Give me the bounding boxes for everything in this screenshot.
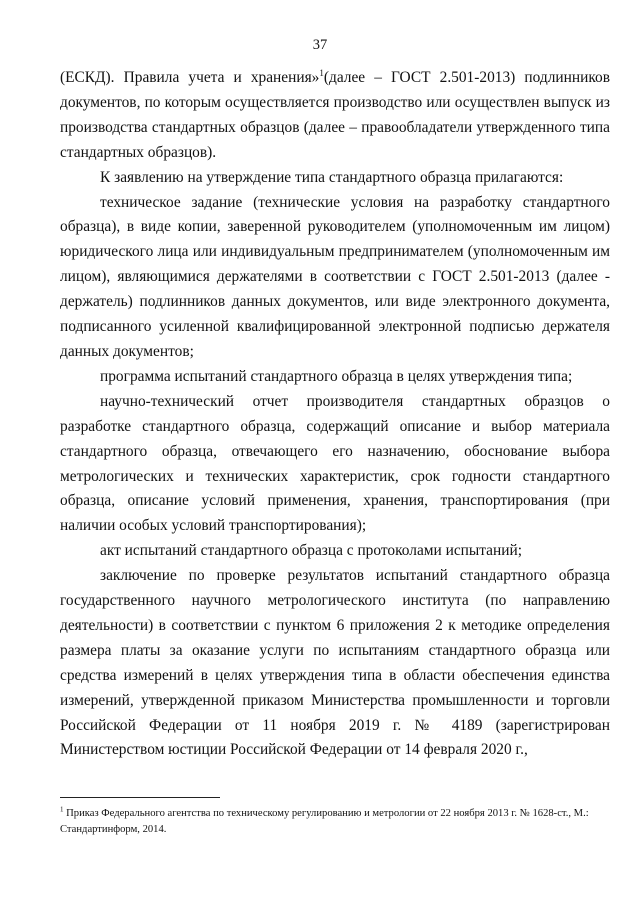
body-text xyxy=(60,66,610,763)
paragraph-conclusion: заключение по проверке результатов испытаний стандартного образца государственного научного метрологического института (по направлению деятельности) в соответствии с пунктом 6 приложения 2 к методике определения размера платы за оказание услуги по испытаниям стандартного образца или средства измерений в целях утверждения типа в области обеспечения единства измерений, утвержденной приказом Министерства промышленности и торговли Российской Федерации от 11 ноября 2019 г. № 4189 (зарегистрирован Министерством юстиции Российской Федерации от 14 февраля 2020 г., xyxy=(60,567,610,759)
footnote-marker: 1 xyxy=(60,805,64,814)
paragraph-attachments-intro: К заявлению на утверждение типа стандартного образца прилагаются: xyxy=(100,168,564,186)
paragraph-text: (далее – ГОСТ 2.501-2013) подлинников документов, по которым осуществляется производство или осуществлен выпуск из производства стандартных образцов (далее – правообладатели утвержденного типа стандартных образцов). xyxy=(60,69,610,161)
paragraph-continuation xyxy=(60,66,610,166)
footnote-separator xyxy=(60,797,220,798)
page-number: 37 xyxy=(312,37,328,53)
paragraph-technical-task: техническое задание (технические условия на разработку стандартного образца), в виде копии, заверенной руководителем (уполномоченным им лицом) юридического лица или индивидуальным предпринимателем (уполномоченным им лицом), являющимися держателями в соответствии с ГОСТ 2.501-2013 (далее - держатель) подлинников данных документов, или виде электронного документа, подписанного усиленной квалифицированной электронной подписью держателя данных документов; xyxy=(60,193,610,360)
paragraph-test-act: акт испытаний стандартного образца с протоколами испытаний; xyxy=(100,542,522,560)
paragraph-text: (ЕСКД). Правила учета и хранения» xyxy=(60,69,320,86)
footnote-text: Приказ Федерального агентства по техническому регулированию и метрологии от 22 ноября 2013 г. № 1628-ст., М.: Стандартинформ, 2014. xyxy=(60,808,589,835)
footnote xyxy=(60,806,612,838)
paragraph-test-program: программа испытаний стандартного образца в целях утверждения типа; xyxy=(100,367,573,385)
paragraph-technical-report: научно-технический отчет производителя стандартных образцов о разработке стандартного образца, содержащий описание и выбор материала стандартного образца, отвечающего его назначению, обоснование выбора метрологических и технических характеристик, срок годности стандартного образца, описание условий применения, хранения, транспортирования (при наличии особых условий транспортирования); xyxy=(60,392,610,535)
footnote-reference: 1 xyxy=(319,67,324,78)
